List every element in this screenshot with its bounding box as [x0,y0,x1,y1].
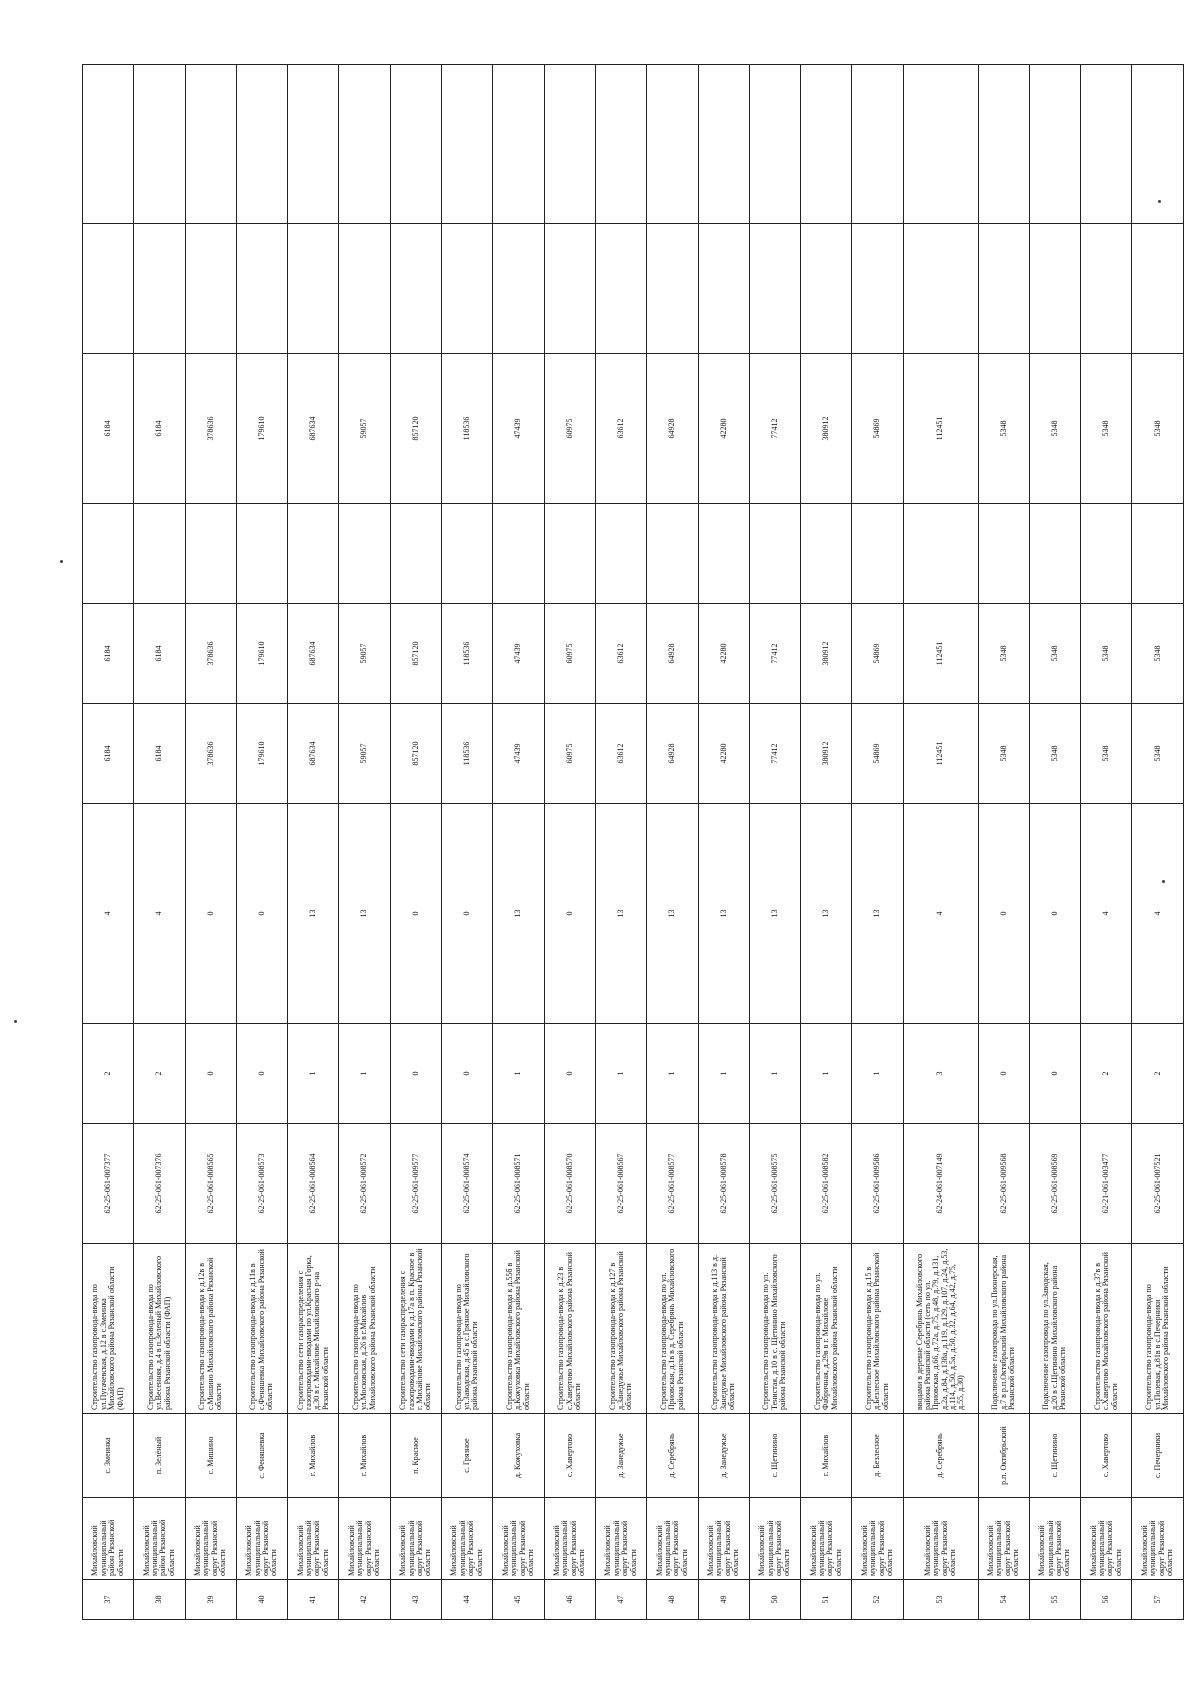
cost-year-3-cell: 5348 [978,354,1029,504]
object-name-cell: Строительство газопровода-ввода по ул.Московская, д.26 в г.Михайлов Михайловского района Рязанской области [339,1244,390,1414]
object-name-cell: Строительство сети газораспределения с газопроводами-вводами по ул.Красная Горка, д.30 в г. Михайлове Михайловского р-на Рязанской области [288,1244,339,1414]
municipal-district-cell: Михайловский муниципальный округ Рязанской области [1029,1498,1080,1580]
object-name-cell: Строительство газопровода-ввода по ул.Пугачевская, д.12 в с.Змеинка Михайловского района Рязанской области (ФАП) [83,1244,134,1414]
settlement-cell: д. Занедужье [595,1414,646,1498]
cost-year-2-cell [236,504,287,604]
cost-year-3-cell: 5348 [1132,354,1184,504]
quantity-2-cell: 0 [442,804,493,1024]
extra-2-cell [134,65,185,224]
municipal-district-cell: Михайловский муниципальный округ Рязанской области [544,1498,595,1580]
object-name-cell: Строительство газопровода-ввода к д.37в в с.Хавертово Михайловского района Рязанской области [1081,1244,1132,1414]
object-code-cell: 62-25-061-008573 [236,1124,287,1244]
rotated-table-wrapper [82,65,1184,1620]
cost-year-3-cell: 77412 [749,354,800,504]
cost-total-cell: 5348 [1029,704,1080,804]
cost-total-cell: 5348 [978,704,1029,804]
row-number-cell: 39 [185,1580,236,1620]
extra-2-cell [749,65,800,224]
quantity-1-cell: 1 [493,1024,544,1124]
quantity-1-cell: 1 [288,1024,339,1124]
table-row [185,65,236,1620]
cost-total-cell: 687634 [288,704,339,804]
row-number-cell: 44 [442,1580,493,1620]
table-row [647,65,698,1620]
cost-year-3-cell: 6184 [83,354,134,504]
object-code-cell: 62-25-061-009577 [390,1124,441,1244]
object-code-cell: 62-25-061-008582 [801,1124,852,1244]
quantity-1-cell: 0 [978,1024,1029,1124]
extra-1-cell [1081,224,1132,354]
cost-year-2-cell [390,504,441,604]
object-code-cell: 62-25-061-008578 [698,1124,749,1244]
row-number-cell: 45 [493,1580,544,1620]
settlement-cell: д. Серебрянь [647,1414,698,1498]
municipal-district-cell: Михайловский муниципальный округ Рязанской области [442,1498,493,1580]
cost-year-3-cell: 380912 [801,354,852,504]
extra-2-cell [852,65,903,224]
object-name-cell: Строительство газопровода-ввода по ул.Весенняя, д.4 в п.Зеленый Михайловского района Рязанской области (ФАП) [134,1244,185,1414]
object-code-cell: 62-24-061-007149 [903,1124,978,1244]
cost-total-cell: 6184 [134,704,185,804]
quantity-1-cell: 3 [903,1024,978,1124]
settlement-cell: с. Мишино [185,1414,236,1498]
municipal-district-cell: Михайловский муниципальный округ Рязанской области [852,1498,903,1580]
cost-year-3-cell: 179610 [236,354,287,504]
object-name-cell: Подключение газопровода по ул.Пионерская, д.7 в р.п.Октябрьский Михайловского района Рязанской области [978,1244,1029,1414]
row-number-cell: 56 [1081,1580,1132,1620]
table-row [339,65,390,1620]
cost-year-1-cell: 47439 [493,604,544,704]
extra-2-cell [390,65,441,224]
object-name-cell: Строительство газопровода-ввода к д.11в в с.Феняшевка Михайловского района Рязанской области [236,1244,287,1414]
cost-year-1-cell: 857120 [390,604,441,704]
object-name-cell: Строительство газопровода-ввода по ул. Приовская, д.1в в д. Серебрянь Михайловского района Рязанской области [647,1244,698,1414]
cost-total-cell: 64928 [647,704,698,804]
cost-year-3-cell: 63612 [595,354,646,504]
quantity-2-cell: 13 [493,804,544,1024]
table-row [852,65,903,1620]
cost-total-cell: 118536 [442,704,493,804]
cost-year-2-cell [493,504,544,604]
cost-year-3-cell: 60975 [544,354,595,504]
cost-year-3-cell: 687634 [288,354,339,504]
extra-2-cell [1029,65,1080,224]
cost-total-cell: 59057 [339,704,390,804]
table-row [1029,65,1080,1620]
quantity-2-cell: 0 [390,804,441,1024]
cost-total-cell: 857120 [390,704,441,804]
cost-total-cell: 63612 [595,704,646,804]
table-row [390,65,441,1620]
cost-year-1-cell: 60975 [544,604,595,704]
row-number-cell: 48 [647,1580,698,1620]
row-number-cell: 51 [801,1580,852,1620]
cost-year-3-cell: 857120 [390,354,441,504]
cost-total-cell: 60975 [544,704,595,804]
extra-1-cell [749,224,800,354]
object-name-cell: Строительство сети газораспределения с газопроводами-вводами к д.17а в п. Красное в г. Михайлове Михайловского района Рязанской области [390,1244,441,1414]
cost-total-cell: 6184 [83,704,134,804]
cost-year-3-cell: 5348 [1081,354,1132,504]
object-code-cell: 62-25-061-008572 [339,1124,390,1244]
extra-2-cell [236,65,287,224]
object-name-cell: Строительство газопровода-ввода к д.12в в с.Мишино Михайловского района Рязанской области [185,1244,236,1414]
object-code-cell: 62-25-061-008571 [493,1124,544,1244]
quantity-1-cell: 2 [83,1024,134,1124]
cost-total-cell: 77412 [749,704,800,804]
cost-year-1-cell: 6184 [134,604,185,704]
quantity-1-cell: 2 [1081,1024,1132,1124]
cost-total-cell: 54869 [852,704,903,804]
cost-year-3-cell: 6184 [134,354,185,504]
settlement-cell: д. Занедужье [698,1414,749,1498]
cost-year-1-cell: 5348 [1081,604,1132,704]
cost-year-2-cell [801,504,852,604]
cost-year-1-cell: 179610 [236,604,287,704]
extra-2-cell [288,65,339,224]
quantity-2-cell: 13 [801,804,852,1024]
cost-year-1-cell: 77412 [749,604,800,704]
settlement-cell: д. Безлесное [852,1414,903,1498]
extra-1-cell [493,224,544,354]
cost-year-2-cell [595,504,646,604]
object-code-cell: 62-21-061-003477 [1081,1124,1132,1244]
extra-2-cell [339,65,390,224]
cost-year-3-cell: 64928 [647,354,698,504]
object-code-cell: 62-25-061-008570 [544,1124,595,1244]
row-number-cell: 47 [595,1580,646,1620]
cost-year-2-cell [1081,504,1132,604]
extra-1-cell [595,224,646,354]
quantity-1-cell: 1 [852,1024,903,1124]
table-row [544,65,595,1620]
municipal-district-cell: Михайловский муниципальный округ Рязанской области [647,1498,698,1580]
extra-2-cell [83,65,134,224]
extra-2-cell [801,65,852,224]
row-number-cell: 46 [544,1580,595,1620]
cost-year-2-cell [288,504,339,604]
settlement-cell: с. Грязное [442,1414,493,1498]
object-name-cell: Строительство газопровода-ввода к д.23 в с.Хавертово Михайловского района Рязанской области [544,1244,595,1414]
table-row [236,65,287,1620]
row-number-cell: 50 [749,1580,800,1620]
extra-1-cell [442,224,493,354]
table-row [83,65,134,1620]
municipal-district-cell: Михайловский муниципальный округ Рязанской области [339,1498,390,1580]
cost-year-2-cell [698,504,749,604]
municipal-district-cell: Михайловский муниципальный округ Рязанской области [698,1498,749,1580]
municipal-district-cell: Михайловский муниципальный округ Рязанской области [749,1498,800,1580]
municipal-district-cell: Михайловский муниципальный округ Рязанской области [1132,1498,1184,1580]
municipal-district-cell: Михайловский муниципальный округ Рязанской области [390,1498,441,1580]
row-number-cell: 49 [698,1580,749,1620]
extra-1-cell [647,224,698,354]
settlement-cell: п. Красное [390,1414,441,1498]
object-code-cell: 62-25-061-009586 [852,1124,903,1244]
table-row [288,65,339,1620]
object-code-cell: 62-25-061-007376 [134,1124,185,1244]
settlement-cell: с. Феняшевка [236,1414,287,1498]
cost-year-1-cell: 59057 [339,604,390,704]
cost-total-cell: 5348 [1081,704,1132,804]
cost-year-1-cell: 5348 [1029,604,1080,704]
quantity-1-cell: 0 [544,1024,595,1124]
extra-1-cell [185,224,236,354]
cost-year-3-cell: 47439 [493,354,544,504]
settlement-cell: с. Щетинино [749,1414,800,1498]
row-number-cell: 42 [339,1580,390,1620]
cost-total-cell: 380912 [801,704,852,804]
extra-2-cell [903,65,978,224]
quantity-2-cell: 0 [236,804,287,1024]
table-row [595,65,646,1620]
cost-year-1-cell: 63612 [595,604,646,704]
quantity-2-cell: 4 [83,804,134,1024]
quantity-2-cell: 13 [647,804,698,1024]
extra-1-cell [978,224,1029,354]
quantity-1-cell: 0 [185,1024,236,1124]
row-number-cell: 55 [1029,1580,1080,1620]
extra-1-cell [903,224,978,354]
row-number-cell: 57 [1132,1580,1184,1620]
table-row [903,65,978,1620]
cost-year-2-cell [134,504,185,604]
cost-year-3-cell: 378636 [185,354,236,504]
cost-year-2-cell [1132,504,1184,604]
table-row [134,65,185,1620]
row-number-cell: 38 [134,1580,185,1620]
quantity-1-cell: 0 [390,1024,441,1124]
cost-year-1-cell: 64928 [647,604,698,704]
row-number-cell: 40 [236,1580,287,1620]
municipal-district-cell: Михайловский муниципальный район Рязанской области [134,1498,185,1580]
extra-2-cell [595,65,646,224]
object-name-cell: Строительство газопровода-ввода к д.15 в д.Безлесное Михайловского района Рязанской области [852,1244,903,1414]
cost-year-1-cell: 5348 [978,604,1029,704]
object-name-cell: Строительство газопровода-ввода к д.55б в д.Кожуховка Михайловского района Рязанской области [493,1244,544,1414]
extra-2-cell [185,65,236,224]
quantity-2-cell: 0 [185,804,236,1024]
cost-year-1-cell: 54869 [852,604,903,704]
cost-year-2-cell [903,504,978,604]
quantity-2-cell: 13 [749,804,800,1024]
object-name-cell: Строительство газопровода-ввода по ул. Тенистая, д.10 в с. Щетинино Михайловского района Рязанской области [749,1244,800,1414]
quantity-2-cell: 4 [134,804,185,1024]
object-name-cell: Строительство газопровода-ввода по ул. Фабричная, д.29в в г. Михайлове Михайловского района Рязанской области [801,1244,852,1414]
quantity-1-cell: 2 [1132,1024,1184,1124]
object-name-cell: Строительство газопровода-ввода по ул.Заводская, д.45 в с.Грязное Михайловского района Рязанской области [442,1244,493,1414]
object-code-cell: 62-25-061-008569 [1029,1124,1080,1244]
extra-1-cell [801,224,852,354]
row-number-cell: 53 [903,1580,978,1620]
object-code-cell: 62-25-061-008567 [595,1124,646,1244]
object-code-cell: 62-25-061-008577 [647,1124,698,1244]
quantity-2-cell: 0 [1029,804,1080,1024]
cost-year-3-cell: 5348 [1029,354,1080,504]
municipal-district-cell: Михайловский муниципальный округ Рязанской области [288,1498,339,1580]
quantity-1-cell: 1 [801,1024,852,1124]
extra-1-cell [1132,224,1184,354]
quantity-1-cell: 2 [134,1024,185,1124]
quantity-2-cell: 13 [595,804,646,1024]
quantity-1-cell: 0 [236,1024,287,1124]
cost-year-1-cell: 380912 [801,604,852,704]
municipal-district-cell: Михайловский муниципальный округ Рязанской области [1081,1498,1132,1580]
cost-year-3-cell: 59057 [339,354,390,504]
table-row [1132,65,1184,1620]
municipal-district-cell: Михайловский муниципальный округ Рязанской области [801,1498,852,1580]
extra-2-cell [698,65,749,224]
table-row [442,65,493,1620]
cost-total-cell: 5348 [1132,704,1184,804]
object-name-cell: Строительство газопровода-ввода к д.127 в д.Занедужье Михайловского района Рязанской области [595,1244,646,1414]
extra-1-cell [236,224,287,354]
object-name-cell: Подключение газопровода по ул.Заводская, д.20 в с.Щетинино Михайловского района Рязанской области [1029,1244,1080,1414]
extra-2-cell [1081,65,1132,224]
quantity-2-cell: 13 [339,804,390,1024]
quantity-2-cell: 0 [978,804,1029,1024]
object-code-cell: 62-25-061-008575 [749,1124,800,1244]
row-number-cell: 54 [978,1580,1029,1620]
object-code-cell: 62-25-061-007521 [1132,1124,1184,1244]
cost-year-2-cell [647,504,698,604]
object-code-cell: 62-25-061-008564 [288,1124,339,1244]
cost-year-2-cell [1029,504,1080,604]
municipal-district-cell: Михайловский муниципальный район Рязанской области [83,1498,134,1580]
cost-year-1-cell: 6184 [83,604,134,704]
municipal-district-cell: Михайловский муниципальный округ Рязанской области [493,1498,544,1580]
cost-year-2-cell [978,504,1029,604]
settlement-cell: р.п. Октябрьский [978,1414,1029,1498]
quantity-2-cell: 4 [1081,804,1132,1024]
cost-year-3-cell: 118536 [442,354,493,504]
quantity-2-cell: 0 [544,804,595,1024]
extra-1-cell [544,224,595,354]
cost-year-3-cell: 112451 [903,354,978,504]
extra-1-cell [390,224,441,354]
table-row [493,65,544,1620]
settlement-cell: с. Хавертово [544,1414,595,1498]
extra-1-cell [698,224,749,354]
quantity-1-cell: 1 [339,1024,390,1124]
cost-total-cell: 47439 [493,704,544,804]
extra-2-cell [647,65,698,224]
extra-1-cell [852,224,903,354]
cost-year-1-cell: 687634 [288,604,339,704]
row-number-cell: 37 [83,1580,134,1620]
cost-year-2-cell [83,504,134,604]
cost-year-2-cell [442,504,493,604]
quantity-1-cell: 1 [698,1024,749,1124]
extra-1-cell [83,224,134,354]
settlement-cell: с. Змеинка [83,1414,134,1498]
municipal-district-cell: Михайловский муниципальный округ Рязанской области [185,1498,236,1580]
quantity-1-cell: 1 [749,1024,800,1124]
quantity-2-cell: 13 [852,804,903,1024]
row-number-cell: 52 [852,1580,903,1620]
settlement-cell: с. Хавертово [1081,1414,1132,1498]
quantity-2-cell: 13 [288,804,339,1024]
row-number-cell: 41 [288,1580,339,1620]
cost-year-1-cell: 42280 [698,604,749,704]
quantity-1-cell: 1 [595,1024,646,1124]
quantity-1-cell: 0 [442,1024,493,1124]
settlement-cell: с. Щетинино [1029,1414,1080,1498]
settlement-cell: г. Михайлов [339,1414,390,1498]
cost-total-cell: 112451 [903,704,978,804]
object-name-cell: Строительство газопровода-ввода по ул.Полевая, д.81в в с.Печерники Михайловского района Рязанской области [1132,1244,1184,1414]
cost-year-3-cell: 42280 [698,354,749,504]
quantity-2-cell: 4 [1132,804,1184,1024]
cost-year-1-cell: 378636 [185,604,236,704]
municipal-district-cell: Михайловский муниципальный округ Рязанской области [595,1498,646,1580]
object-code-cell: 62-25-061-009568 [978,1124,1029,1244]
extra-2-cell [544,65,595,224]
quantity-2-cell: 13 [698,804,749,1024]
cost-year-1-cell: 112451 [903,604,978,704]
settlement-cell: д. Кожуховка [493,1414,544,1498]
municipal-district-cell: Михайловский муниципальный округ Рязанской области [978,1498,1029,1580]
cost-year-2-cell [852,504,903,604]
table-row [978,65,1029,1620]
row-number-cell: 43 [390,1580,441,1620]
table-row [698,65,749,1620]
cost-year-2-cell [339,504,390,604]
quantity-1-cell: 1 [647,1024,698,1124]
table-row [1081,65,1132,1620]
table-row [749,65,800,1620]
cost-total-cell: 42280 [698,704,749,804]
cost-year-1-cell: 5348 [1132,604,1184,704]
extra-2-cell [442,65,493,224]
settlement-cell: д. Серебрянь [903,1414,978,1498]
quantity-2-cell: 4 [903,804,978,1024]
extra-1-cell [134,224,185,354]
extra-1-cell [1029,224,1080,354]
table-row [801,65,852,1620]
settlement-cell: с. Печерники [1132,1414,1184,1498]
cost-year-1-cell: 118536 [442,604,493,704]
settlement-cell: г. Михайлов [801,1414,852,1498]
cost-year-2-cell [749,504,800,604]
cost-year-3-cell: 54869 [852,354,903,504]
cost-year-2-cell [544,504,595,604]
cost-total-cell: 378636 [185,704,236,804]
settlement-cell: г. Михайлов [288,1414,339,1498]
municipal-district-cell: Михайловский муниципальный округ Рязанской области [236,1498,287,1580]
extra-1-cell [288,224,339,354]
object-name-cell: Строительство газопровода-ввода к д.113 в д. Занедужье Михайловского района Рязанской области [698,1244,749,1414]
quantity-1-cell: 0 [1029,1024,1080,1124]
object-name-cell: вводами в деревне Серебрянь Михайловского района Рязанской области (сеть по ул. Приовская, д.66, д.72а, д.75, д.48, д.79, д.131, д.2а, д.84, д.138а, д.119, д.129, д.107, д.24, д.53, д.114, д.50, д.5а, д.50, д.32, д.64, д.42, д.75, д.55, д.30) [903,1244,978,1414]
extra-2-cell [493,65,544,224]
gasification-table [82,64,1184,1620]
cost-year-2-cell [185,504,236,604]
object-code-cell: 62-25-061-007377 [83,1124,134,1244]
extra-1-cell [339,224,390,354]
object-code-cell: 62-25-061-008565 [185,1124,236,1244]
settlement-cell: п. Зелёный [134,1414,185,1498]
object-code-cell: 62-25-061-008574 [442,1124,493,1244]
extra-2-cell [978,65,1029,224]
municipal-district-cell: Михайловский муниципальный округ Рязанской области [903,1498,978,1580]
cost-total-cell: 179610 [236,704,287,804]
